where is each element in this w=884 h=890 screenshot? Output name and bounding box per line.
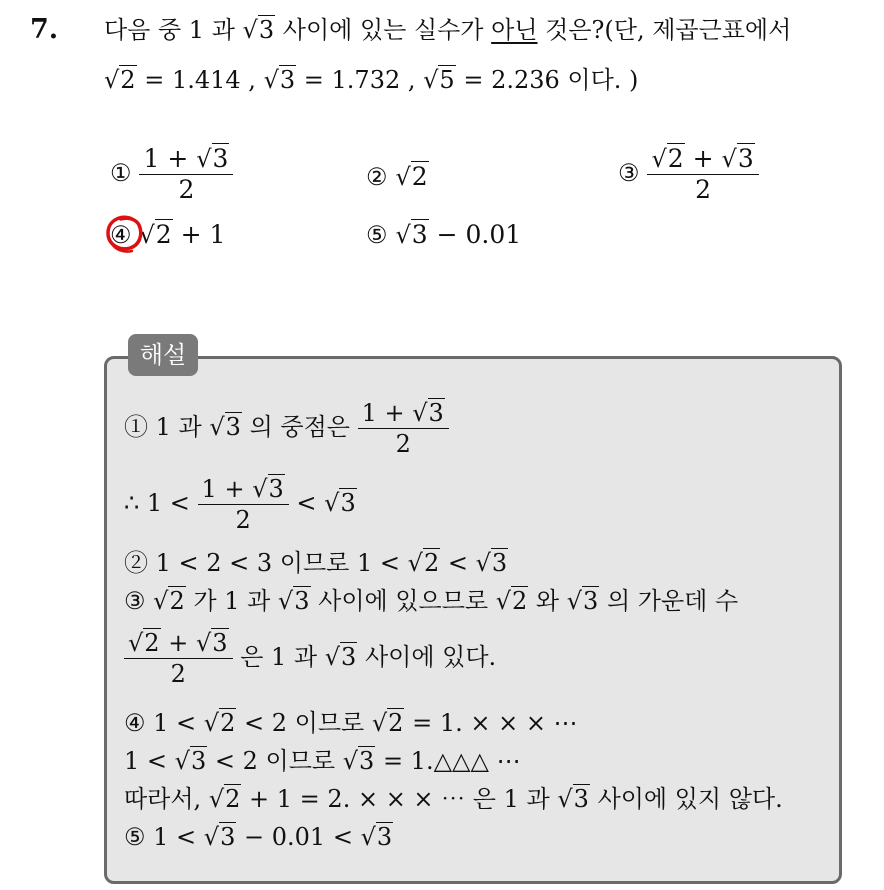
- given-a: = 1.414 ,: [144, 66, 256, 94]
- solution-line-6: ④ 1 < √2 < 2 이므로 √2 = 1. × × × ⋯: [124, 709, 578, 737]
- solution-line-4: ③ √2 가 1 과 √3 사이에 있으므로 √2 와 √3 의 가운데 수: [124, 587, 739, 615]
- sqrt3: √3: [263, 66, 296, 94]
- sqrt3: √3: [395, 220, 428, 249]
- q-text-b: 사이에 있는 실수가: [282, 16, 484, 44]
- solution-line-5: $\frac{√2 + √3}{2}$ 은 1 과 √3 사이에 있다.: [124, 628, 496, 689]
- q-text-a: 다음 중 1 과: [104, 16, 235, 44]
- given-b: = 1.732 ,: [303, 66, 416, 94]
- q-text-c: 것은?(단, 제곱근표에서: [545, 16, 792, 44]
- q-underlined-word: 아닌: [491, 16, 538, 44]
- solution-line-2: ∴ 1 < $\frac{1 + √3}{2}$ < √3: [124, 475, 356, 534]
- question-number: 7.: [30, 14, 59, 45]
- solution-line-3: ② 1 < 2 < 3 이므로 1 < √2 < √3: [124, 549, 508, 577]
- choice-4[interactable]: ④ √2 + 1: [110, 220, 226, 249]
- solution-tag: 해설: [128, 334, 198, 376]
- choice-5[interactable]: ⑤ √3 − 0.01: [366, 220, 522, 249]
- solution-line-1: ① 1 과 √3 의 중점은 $\frac{1 + √3}{2}$: [124, 398, 449, 459]
- answer-mark-circle-icon: [102, 210, 146, 254]
- sqrt5: √5: [423, 66, 455, 94]
- solution-line-7: 1 < √3 < 2 이므로 √3 = 1.△△△ ⋯: [124, 747, 521, 775]
- sqrt3: √3: [242, 16, 275, 44]
- choice-1-fraction: $\frac{1 + √3}{2}$: [139, 144, 233, 205]
- question-line-1: [104, 14, 791, 46]
- sqrt2: √2: [104, 66, 136, 94]
- given-c: = 2.236 이다. ): [463, 66, 639, 94]
- sqrt2: √2: [139, 220, 172, 249]
- choice-3-fraction: $\frac{√2 + √3}{2}$: [647, 144, 758, 205]
- choice-1[interactable]: ① $\frac{1 + √3}{2}$: [110, 144, 233, 205]
- solution-line-9: ⑤ 1 < √3 − 0.01 < √3: [124, 823, 393, 851]
- choice-3[interactable]: ③ $\frac{√2 + √3}{2}$: [618, 144, 759, 205]
- choice-2[interactable]: ② √2: [366, 162, 428, 191]
- sqrt2: √2: [395, 162, 428, 191]
- solution-line-8: 따라서, √2 + 1 = 2. × × × ⋯ 은 1 과 √3 사이에 있지 않다.: [124, 785, 783, 813]
- question-line-2: [104, 64, 638, 96]
